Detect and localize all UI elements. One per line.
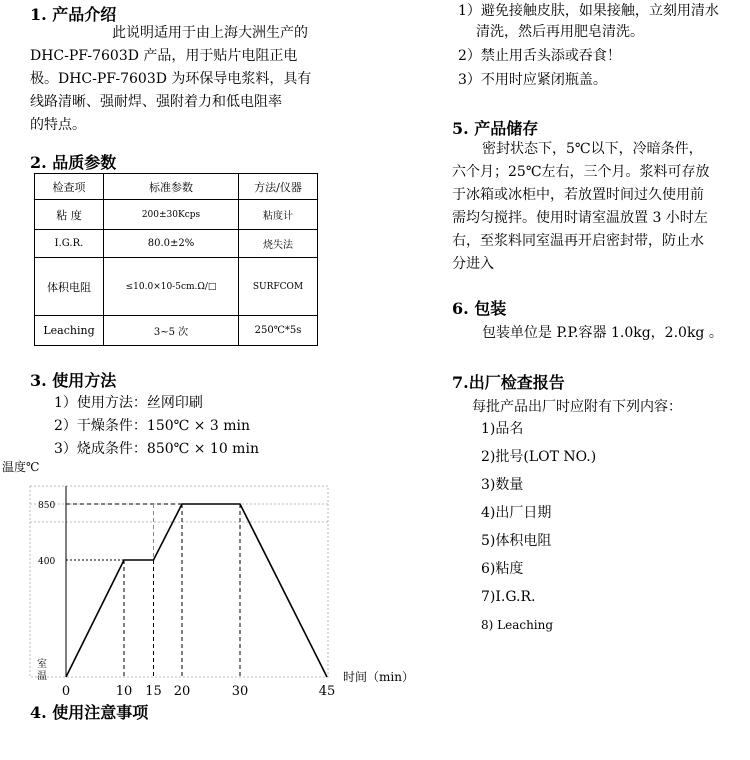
report-item: 3)数量 bbox=[481, 477, 524, 493]
header-cell: 标准参数 bbox=[104, 174, 239, 200]
section-6-title: 6. 包装 bbox=[452, 299, 507, 318]
x-tick-label: 10 bbox=[115, 684, 133, 699]
section-1-title: 1. 产品介绍 bbox=[30, 5, 117, 24]
x-tick-label: 0 bbox=[61, 684, 71, 699]
report-item: 8) Leaching bbox=[481, 618, 554, 632]
table-cell: 3~5 次 bbox=[104, 316, 239, 346]
x-tick-label: 45 bbox=[318, 684, 336, 699]
sec1-line-5: 的特点。 bbox=[30, 117, 86, 133]
table-cell: 烧失法 bbox=[239, 230, 318, 258]
usage-item: 2）干燥条件：150℃ × 3 min bbox=[54, 418, 251, 434]
section-7-title: 7.出厂检查报告 bbox=[452, 373, 565, 392]
sec1-line-2: DHC-PF-7603D 产品，用于贴片电阻正电 bbox=[30, 48, 298, 64]
report-item: 6)粘度 bbox=[481, 561, 524, 577]
usage-item: 3）烧成条件：850℃ × 10 min bbox=[54, 441, 259, 457]
table-cell: 体积电阻 bbox=[35, 258, 104, 316]
firing-profile-chart bbox=[0, 455, 420, 700]
table-header-row bbox=[35, 174, 318, 200]
table-cell: 250℃*5s bbox=[239, 316, 318, 346]
storage-line: 需均匀搅拌。使用时请室温放置 3 小时左 bbox=[452, 210, 708, 226]
report-item: 1)品名 bbox=[481, 421, 524, 437]
table-cell: 粘度计 bbox=[239, 200, 318, 230]
report-item: 5)体积电阻 bbox=[481, 533, 552, 549]
x-tick-label: 20 bbox=[173, 684, 191, 699]
quality-table bbox=[34, 173, 318, 346]
caution-item: 2）禁止用舌头添或吞食！ bbox=[458, 48, 621, 64]
caution-item: 1）避免接触皮肤，如果接触，立刻用清水 bbox=[458, 3, 719, 19]
y-tick-label: 400 bbox=[38, 557, 56, 567]
section-4-title: 4. 使用注意事项 bbox=[30, 703, 149, 722]
table-cell: Leaching bbox=[35, 316, 104, 346]
section-3-title: 3. 使用方法 bbox=[30, 371, 117, 390]
chart-ticks bbox=[38, 501, 335, 699]
y-tick-label: 850 bbox=[38, 501, 56, 511]
chart-grid bbox=[30, 486, 328, 677]
y-axis-label: 温度℃ bbox=[2, 460, 40, 474]
report-item: 4)出厂日期 bbox=[481, 505, 552, 521]
report-item: 2)批号(LOT NO.) bbox=[481, 449, 597, 465]
x-tick-label: 30 bbox=[231, 684, 249, 699]
room-temp-label: 室温 bbox=[37, 659, 47, 682]
caution-item: 清洗，然后再用肥皂清洗。 bbox=[476, 24, 644, 40]
sec1-line-1: 此说明适用于由上海大洲生产的 bbox=[112, 25, 308, 41]
report-intro: 每批产品出厂时应附有下列内容： bbox=[472, 399, 682, 415]
storage-line: 六个月；25℃左右，三个月。浆料可存放 bbox=[452, 164, 710, 180]
table-row bbox=[35, 200, 318, 230]
x-tick-label: 15 bbox=[145, 684, 162, 699]
sec1-line-3: 极。DHC-PF-7603D 为环保导电浆料，具有 bbox=[30, 71, 312, 87]
storage-line: 分进入 bbox=[452, 256, 494, 272]
table-cell: I.G.R. bbox=[35, 230, 104, 258]
sec1-line-4: 线路清晰、强耐焊、强附着力和低电阻率 bbox=[30, 94, 282, 110]
storage-line: 密封状态下，5℃以下，冷暗条件， bbox=[482, 141, 703, 157]
table-cell: 80.0±2% bbox=[104, 230, 239, 258]
section-5-title: 5. 产品储存 bbox=[452, 119, 539, 138]
header-cell: 检查项 bbox=[35, 174, 104, 200]
header-cell: 方法/仪器 bbox=[239, 174, 318, 200]
table-cell: ≤10.0×10-5cm.Ω/□ bbox=[104, 258, 239, 316]
grid-frame bbox=[30, 486, 328, 677]
storage-line: 右，至浆料同室温再开启密封带，防止水 bbox=[452, 233, 704, 249]
packaging-text: 包装单位是 P.P.容器 1.0kg，2.0kg 。 bbox=[482, 325, 723, 341]
x-axis-label: 时间（min） bbox=[343, 670, 414, 684]
table-row bbox=[35, 316, 318, 346]
usage-item: 1）使用方法：丝网印刷 bbox=[54, 395, 203, 411]
table-cell: 粘 度 bbox=[35, 200, 104, 230]
storage-line: 于冰箱或冰柜中，若放置时间过久使用前 bbox=[452, 187, 704, 203]
table-cell: 200±30Kcps bbox=[104, 200, 239, 230]
table-cell: SURFCOM bbox=[239, 258, 318, 316]
table-row bbox=[35, 258, 318, 316]
table-row bbox=[35, 230, 318, 258]
series-line bbox=[66, 504, 327, 677]
caution-item: 3）不用时应紧闭瓶盖。 bbox=[458, 72, 607, 88]
section-2-title: 2. 品质参数 bbox=[30, 153, 117, 172]
chart-guides bbox=[66, 504, 240, 677]
report-item: 7)I.G.R. bbox=[481, 589, 536, 605]
